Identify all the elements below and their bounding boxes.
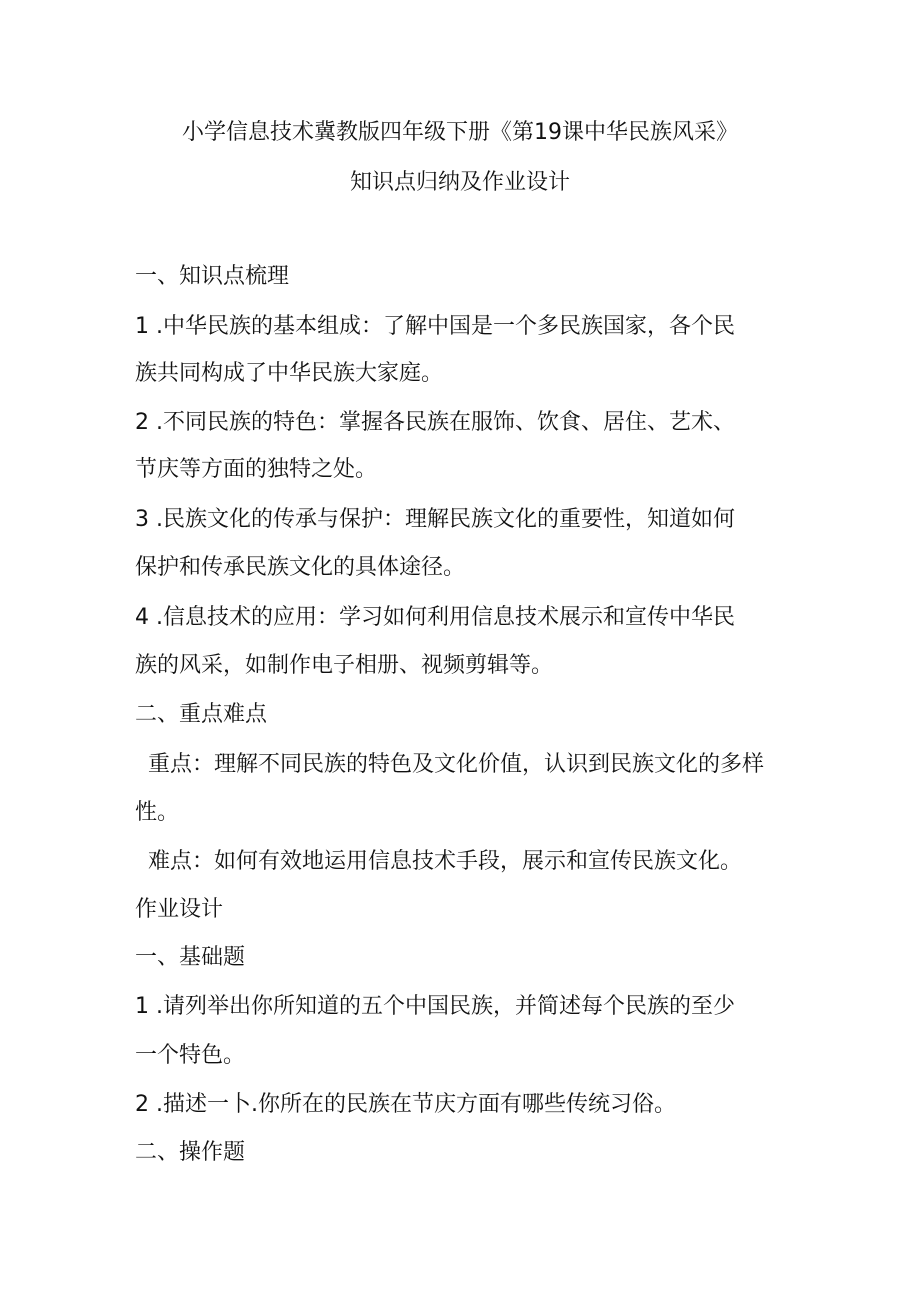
- section1-heading: 一、知识点梳理: [135, 264, 290, 289]
- basic-q1-line1: 1 .请列举出你所知道的五个中国民族，并简述每个民族的至少: [135, 994, 735, 1019]
- basic-q1-line2: 一个特色。: [135, 1043, 246, 1068]
- section2-heading: 二、重点难点: [135, 702, 268, 727]
- key-point-line2: 性。: [135, 800, 180, 825]
- document-title-line1: 小学信息技术冀教版四年级下册《第19课中华民族风采》: [182, 120, 738, 145]
- basic-q2: 2 .描述一卜.你所在的民族在节庆方面有哪些传统习俗。: [135, 1092, 676, 1117]
- operation-heading: 二、操作题: [135, 1140, 246, 1165]
- difficult-point: 难点：如何有效地运用信息技术手段，展示和宣传民族文化。: [148, 849, 743, 874]
- point-4-line1: 4 .信息技术的应用：学习如何利用信息技术展示和宣传中华民: [135, 605, 735, 630]
- homework-heading: 作业设计: [135, 897, 224, 922]
- document-title-line2: 知识点归纳及作业设计: [349, 170, 570, 195]
- point-3-line2: 保护和传承民族文化的具体途径。: [135, 555, 466, 580]
- point-3-line1: 3 .民族文化的传承与保护：理解民族文化的重要性，知道如何: [135, 507, 735, 532]
- point-1-line2: 族共同构成了中华民族大家庭。: [135, 361, 444, 386]
- point-2-line1: 2 .不同民族的特色：掌握各民族在服饰、饮食、居住、艺术、: [135, 410, 735, 435]
- point-4-line2: 族的风采，如制作电子相册、视频剪辑等。: [135, 653, 554, 678]
- basic-heading: 一、基础题: [135, 945, 246, 970]
- key-point-line1: 重点：理解不同民族的特色及文化价值，认识到民族文化的多样: [148, 752, 765, 777]
- point-2-line2: 节庆等方面的独特之处。: [135, 457, 378, 482]
- point-1-line1: 1 .中华民族的基本组成：了解中国是一个多民族国家，各个民: [135, 314, 735, 339]
